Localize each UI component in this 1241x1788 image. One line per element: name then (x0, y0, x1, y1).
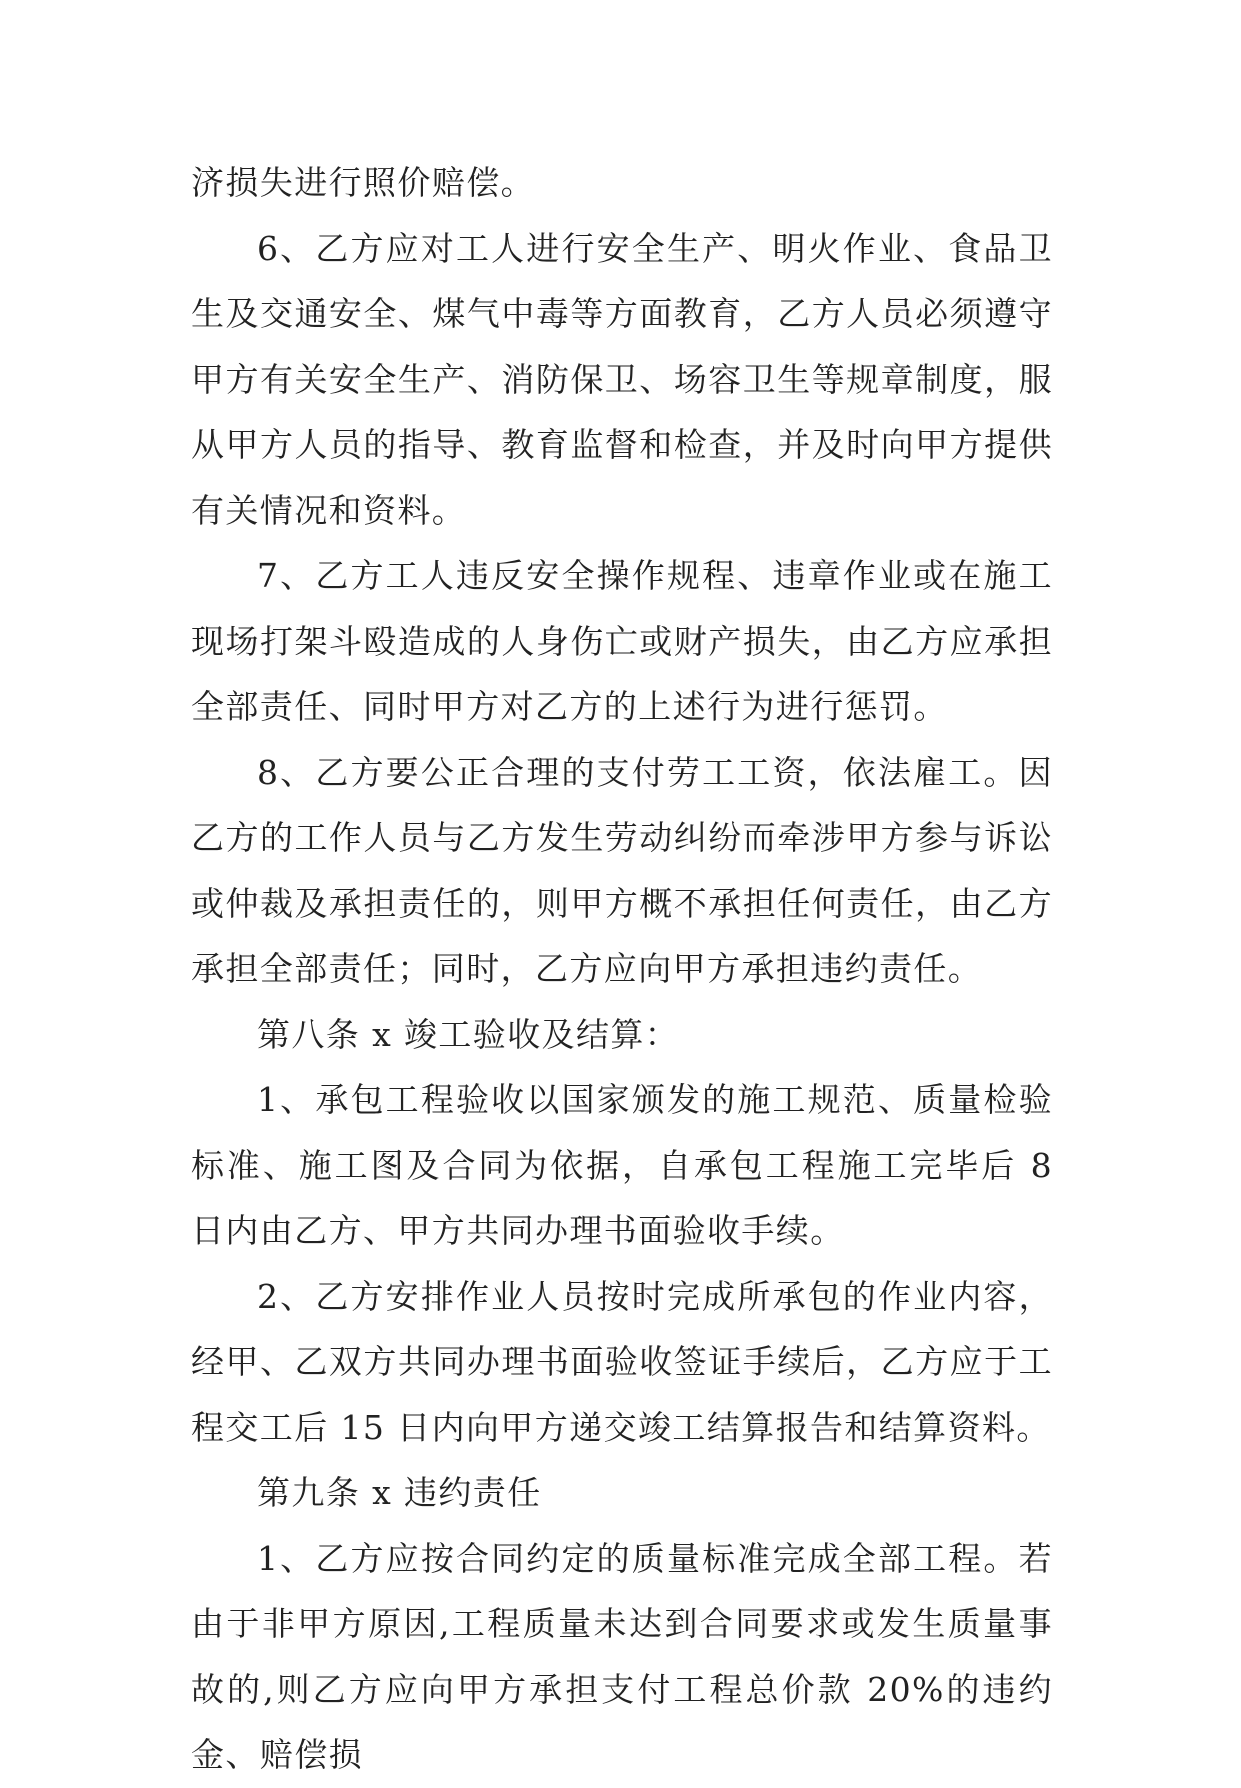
section-heading-article-9: 第九条 x 违约责任 (257, 1473, 542, 1512)
paragraph-article-8-item-1: 1、承包工程验收以国家颁发的施工规范、质量检验标准、施工图及合同为依据，自承包工程施工完毕后 8 日内由乙方、甲方共同办理书面验收手续。 (191, 1080, 1053, 1250)
paragraph-item-6: 6、乙方应对工人进行安全生产、明火作业、食品卫生及交通安全、煤气中毒等方面教育，乙方人员必须遵守甲方有关安全生产、消防保卫、场容卫生等规章制度，服从甲方人员的指导、教育监督和检查，并及时向甲方提供有关情况和资料。 (191, 228, 1053, 530)
paragraph-item-7: 7、乙方工人违反安全操作规程、违章作业或在施工现场打架斗殴造成的人身伤亡或财产损失，由乙方应承担全部责任、同时甲方对乙方的上述行为进行惩罚。 (191, 556, 1053, 726)
paragraph-item-8: 8、乙方要公正合理的支付劳工工资，依法雇工。因乙方的工作人员与乙方发生劳动纠纷而牵涉甲方参与诉讼或仲裁及承担责任的，则甲方概不承担任何责任，由乙方承担全部责任；同时，乙方应向甲方承担违约责任。 (191, 752, 1053, 988)
paragraph-article-9-item-1: 1、乙方应按合同约定的质量标准完成全部工程。若由于非甲方原因,工程质量未达到合同要求或发生质量事故的,则乙方应向甲方承担支付工程总价款 20%的违约金、赔偿损 (191, 1538, 1053, 1774)
paragraph-continuation: 济损失进行照价赔偿。 (191, 163, 535, 202)
paragraph-article-8-item-2: 2、乙方安排作业人员按时完成所承包的作业内容，经甲、乙双方共同办理书面验收签证手续后，乙方应于工程交工后 15 日内向甲方递交竣工结算报告和结算资料。 (191, 1276, 1053, 1447)
document-body (191, 150, 1053, 1788)
section-heading-article-8: 第八条 x 竣工验收及结算： (257, 1014, 680, 1054)
